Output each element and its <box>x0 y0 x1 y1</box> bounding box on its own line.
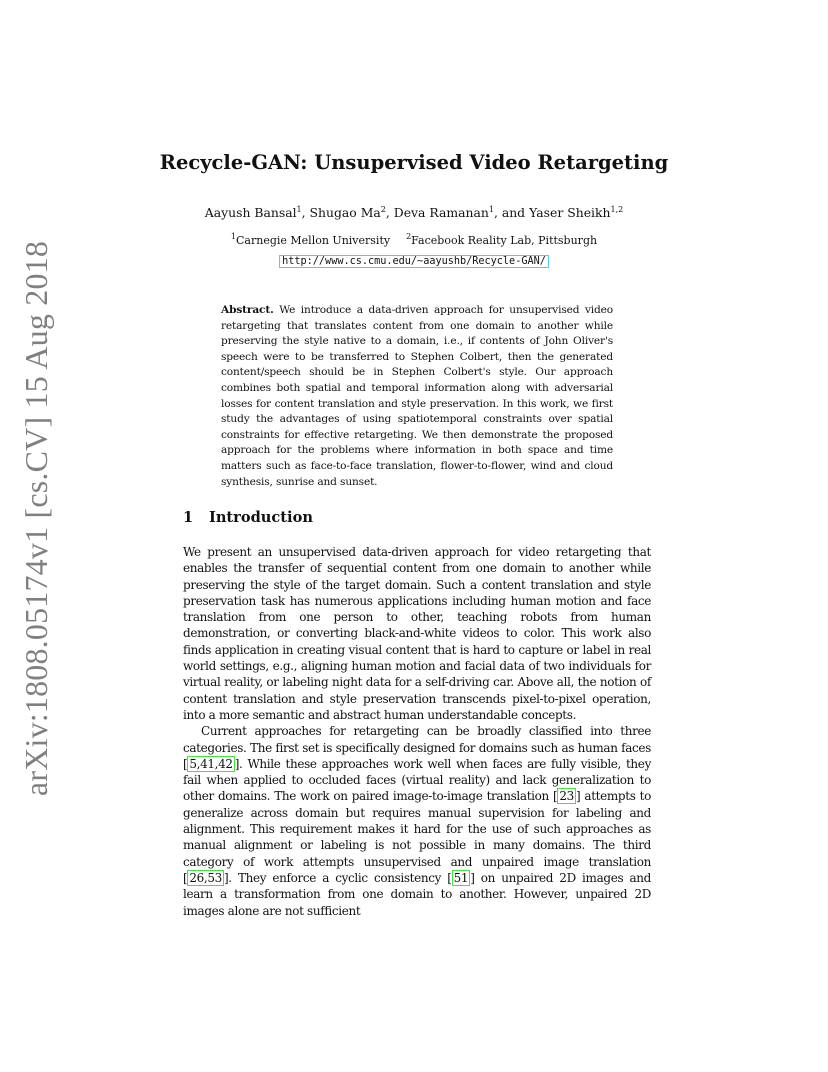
paragraph <box>183 544 651 723</box>
citation-link[interactable]: 51 <box>453 870 469 885</box>
arxiv-identifier-stamp <box>17 240 57 796</box>
paragraph-text: on unpaired 2D images and learn a transformation from one domain to another. However, unpaired 2D images alone are not sufficient <box>183 870 651 918</box>
author-name: Yaser Sheikh <box>529 205 611 220</box>
paragraph: Current approaches for retargeting can be broadly classified into three categories. The first set is specifically designed for domains such as human faces [ 5,41,42 ]. While these approaches work well when faces are fully visible, they fail when applied to occluded faces (virtual reality) and lack generalization to other domains. The work on paired image-to-image translation [ 23 ] attempts to generalize across domain but requires manual supervision for labeling and alignment. This requirement makes it hard for the use of such approaches as manual alignment or labeling is not possible in many domains. The third category of work attempts unsupervised and unpaired image translation [ 26,53 ]. They enforce a cyclic consistency [ 51 ] on unpaired 2D images and learn a transformation from one domain to another. However, unpaired 2D images alone are not sufficient <box>183 724 651 918</box>
abstract <box>221 303 613 490</box>
arxiv-identifier-text: arXiv:1808.05174v1 [cs.CV] 15 Aug 2018 <box>18 240 55 796</box>
paragraph-text: . They enforce a cyclic consistency <box>228 870 448 885</box>
author-list: Aayush Bansal$^1$, Shugao Ma$^2$, Deva Ramanan$^1$, and Yaser Sheikh$^{1,2}$ <box>204 205 624 220</box>
paragraph-text: attempts to generalize across domain but requires manual supervision for labeling and alignment. This requirement makes it hard for the use of such approaches as manual alignment or labeling is not possible in many domains. The third category of work attempts unsupervised and unpaired image translation <box>183 789 651 869</box>
paragraph-text: We present an unsupervised data-driven approach for video retargeting that enables the transfer of sequential content from one domain to another while preserving the style of the target domain. Such a content translation and style preservation task has numerous applications including human motion and face translation from one person to other, teaching robots from human demonstration, or converting black-and-white videos to color. This work also finds application in creating visual content that is hard to capture or label in real world settings, e.g., aligning human motion and facial data of two individuals for virtual reality, or labeling night data for a self-driving car. Above all, the notion of content translation and style preservation transcends pixel-to-pixel operation, into a more semantic and abstract human understandable concepts. <box>183 545 651 722</box>
affiliation-mark: 1 <box>230 232 237 241</box>
abstract-text: We introduce a data-driven approach for unsupervised video retargeting that translates content from one domain to another while preserving the style native to a domain, i.e., if contents of John Oliver's speech were to be transferred to Stephen Colbert, then the generated content/speech should be in Stephen Colbert's style. Our approach combines both spatial and temporal information along with adversarial losses for content translation and style preservation. In this work, we first study the advantages of using spatiotemporal constraints over spatial constraints for effective retargeting. We then demonstrate the proposed approach for the problems where information in both space and time matters such as face-to-face translation, flower-to-flower, wind and cloud synthesis, sunrise and sunset. <box>221 304 614 488</box>
citation-link[interactable]: 23 <box>559 789 574 804</box>
affiliation-name: Carnegie Mellon University <box>236 234 391 247</box>
author-name: Shugao Ma <box>309 205 381 220</box>
author-affiliation-mark: 2 <box>380 205 386 214</box>
project-url-line <box>0 249 828 268</box>
section-number: 1 <box>183 509 194 526</box>
paper-title: Recycle-GAN: Unsupervised Video Retargeting <box>159 151 669 174</box>
abstract-label: Abstract. <box>221 304 274 316</box>
affiliation-mark: 2 <box>406 232 412 241</box>
citation-link[interactable]: 5,41,42 <box>189 756 233 771</box>
paragraph-text: . While these approaches work well when faces are fully visible, they fail when applied to occluded faces (virtual reality) and lack generalization to other domains. The work on paired image-to-image translation <box>183 756 651 804</box>
author-name: Aayush Bansal <box>204 205 297 220</box>
author-affiliation-mark: 1 <box>296 205 302 214</box>
paragraph-text: Current approaches for retargeting can be broadly classified into three categories. The first set is specifically designed for domains such as human faces <box>183 724 651 755</box>
author-affiliation-mark: 1,2 <box>610 205 624 214</box>
affiliation-name: Facebook Reality Lab, Pittsburgh <box>411 234 598 247</box>
section-title: Introduction <box>209 509 313 526</box>
section-heading <box>183 509 313 526</box>
affiliation-list <box>0 234 828 247</box>
citation-link[interactable]: 26,53 <box>189 870 222 885</box>
author-affiliation-mark: 1 <box>488 205 494 214</box>
project-url-link[interactable]: http://www.cs.cmu.edu/~aayushb/Recycle-GAN/ <box>279 255 549 268</box>
author-name: Deva Ramanan <box>393 205 489 220</box>
introduction-body <box>183 544 651 919</box>
